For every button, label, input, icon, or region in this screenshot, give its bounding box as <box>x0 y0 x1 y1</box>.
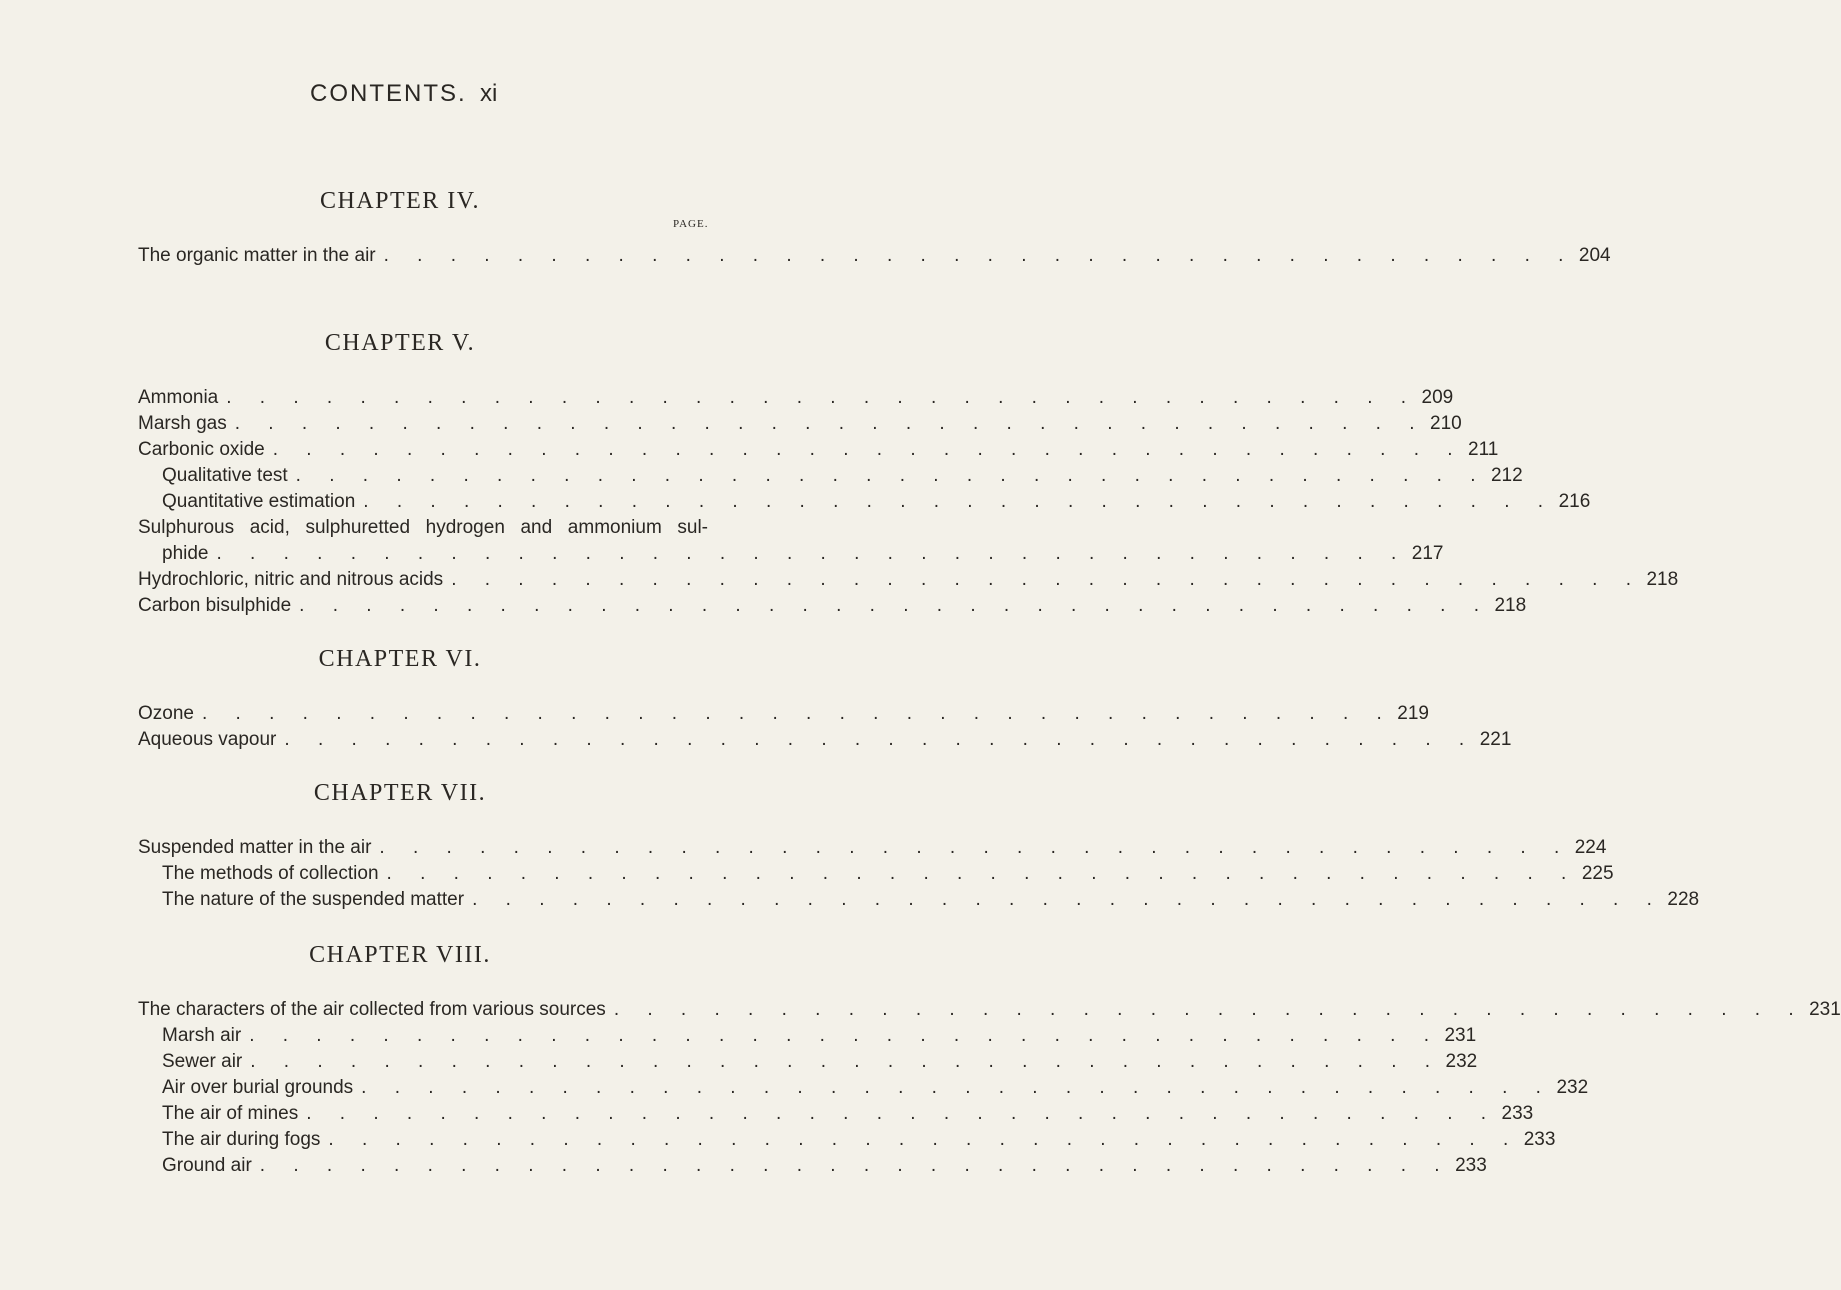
toc-entry-continued <box>162 542 1444 566</box>
entry-page-number: 233 <box>1523 1129 1556 1150</box>
dot-leader: . . . . . . . . . . . . . . . . . . . . . . . . . . . . . . . . . . . . <box>472 889 1664 910</box>
entry-title: Sewer air <box>162 1051 243 1072</box>
toc-subentry <box>162 862 1614 886</box>
dot-leader: . . . . . . . . . . . . . . . . . . . . . . . . . . . . . . . . . . . . <box>234 413 1426 434</box>
entry-page-number: 232 <box>1445 1051 1478 1072</box>
entry-page-number: 219 <box>1397 703 1429 724</box>
dot-leader: . . . . . . . . . . . . . . . . . . . . . . . . . . . . . . . . . . . . <box>259 1155 1452 1176</box>
entry-page-number: 218 <box>1494 595 1527 616</box>
entry-title-first-line: Sulphurous acid, sulphuretted hydrogen and ammonium sul- <box>138 517 708 538</box>
entry-title: The air during fogs <box>162 1129 321 1150</box>
entry-title: Ozone <box>138 703 194 724</box>
entry-page-number: 233 <box>1455 1155 1487 1176</box>
toc-subentry <box>162 1128 1556 1152</box>
dot-leader: . . . . . . . . . . . . . . . . . . . . . . . . . . . . . . . . . . . . <box>306 1103 1498 1124</box>
entry-title: Aqueous vapour <box>138 729 277 750</box>
dot-leader: . . . . . . . . . . . . . . . . . . . . . . . . . . . . . . . . . . . . <box>361 1077 1553 1098</box>
entry-page-number: 221 <box>1479 729 1512 750</box>
running-head <box>0 80 800 120</box>
entry-title: Marsh gas <box>138 413 227 434</box>
running-title: CONTENTS. <box>310 80 467 107</box>
entry-title: The characters of the air collected from various sources <box>138 999 606 1020</box>
dot-leader: . . . . . . . . . . . . . . . . . . . . . . . . . . . . . . . . . . . . <box>226 387 1418 408</box>
chapter-heading-vii: CHAPTER VII. <box>313 780 487 806</box>
entry-page-number: 231 <box>1444 1025 1477 1046</box>
entry-page-number: 231 <box>1809 999 1841 1020</box>
dot-leader: . . . . . . . . . . . . . . . . . . . . . . . . . . . . . . . . . . . . <box>295 465 1487 486</box>
entry-page-number: 232 <box>1556 1077 1589 1098</box>
chapter-heading-iv: CHAPTER IV. <box>319 188 481 214</box>
toc-subentry <box>162 1050 1478 1074</box>
entry-title: The methods of collection <box>162 863 379 884</box>
entry-title: The air of mines <box>162 1103 299 1124</box>
toc-subentry <box>162 1076 1589 1100</box>
entry-page-number: 218 <box>1646 569 1679 590</box>
entry-page-number: 216 <box>1558 491 1591 512</box>
dot-leader: . . . . . . . . . . . . . . . . . . . . . . . . . . . . . . . . . . . . <box>613 999 1806 1020</box>
toc-entry <box>138 728 1512 752</box>
entry-page-number: 211 <box>1468 439 1499 460</box>
entry-title: Air over burial grounds <box>162 1077 354 1098</box>
page-column-label: PAGE. <box>673 218 709 230</box>
entry-title: phide <box>162 543 209 564</box>
dot-leader: . . . . . . . . . . . . . . . . . . . . . . . . . . . . . . . . . . . . <box>386 863 1578 884</box>
dot-leader: . . . . . . . . . . . . . . . . . . . . . . . . . . . . . . . . . . . . <box>299 595 1491 616</box>
chapter-heading-v: CHAPTER V. <box>324 330 476 356</box>
entry-title: Marsh air <box>162 1025 242 1046</box>
toc-entry <box>138 594 1527 618</box>
toc-entry <box>138 568 1679 592</box>
toc-subentry <box>162 888 1700 912</box>
entry-page-number: 217 <box>1411 543 1444 564</box>
entry-title: Qualitative test <box>162 465 288 486</box>
entry-page-number: 228 <box>1667 889 1700 910</box>
entry-page-number: 204 <box>1578 245 1611 266</box>
entry-title: The organic matter in the air <box>138 245 376 266</box>
toc-entry <box>138 702 1429 726</box>
entry-title: Quantitative estimation <box>162 491 356 512</box>
dot-leader: . . . . . . . . . . . . . . . . . . . . . . . . . . . . . . . . . . . . <box>379 837 1571 858</box>
entry-page-number: 209 <box>1421 387 1454 408</box>
toc-entry <box>138 836 1607 860</box>
dot-leader: . . . . . . . . . . . . . . . . . . . . . . . . . . . . . . . . . . . . <box>383 245 1575 266</box>
entry-title: Hydrochloric, nitric and nitrous acids <box>138 569 444 590</box>
toc-entry <box>138 438 1499 462</box>
toc-entry <box>138 412 1462 436</box>
entry-title: Suspended matter in the air <box>138 837 372 858</box>
toc-subentry <box>162 1024 1477 1048</box>
toc-subentry <box>162 1102 1534 1126</box>
toc-subentry <box>162 464 1523 488</box>
entry-title: Ground air <box>162 1155 252 1176</box>
dot-leader: . . . . . . . . . . . . . . . . . . . . . . . . . . . . . . . . . . . . <box>249 1025 1441 1046</box>
toc-subentry <box>162 490 1591 514</box>
entry-title: Carbonic oxide <box>138 439 265 460</box>
entry-page-number: 225 <box>1581 863 1614 884</box>
dot-leader: . . . . . . . . . . . . . . . . . . . . . . . . . . . . . . . . . . . . <box>363 491 1555 512</box>
entry-title: Ammonia <box>138 387 219 408</box>
dot-leader: . . . . . . . . . . . . . . . . . . . . . . . . . . . . . . . . . . . . <box>328 1129 1520 1150</box>
dot-leader: . . . . . . . . . . . . . . . . . . . . . . . . . . . . . . . . . . . . <box>284 729 1476 750</box>
entry-page-number: 212 <box>1490 465 1523 486</box>
toc-entry <box>138 244 1611 268</box>
dot-leader: . . . . . . . . . . . . . . . . . . . . . . . . . . . . . . . . . . . . <box>250 1051 1442 1072</box>
entry-title: Carbon bisulphide <box>138 595 292 616</box>
entry-page-number: 224 <box>1574 837 1607 858</box>
dot-leader: . . . . . . . . . . . . . . . . . . . . . . . . . . . . . . . . . . . . <box>201 703 1394 724</box>
page-folio: xi <box>480 80 498 107</box>
toc-subentry <box>162 1154 1487 1178</box>
toc-entry <box>138 998 1841 1022</box>
chapter-heading-vi: CHAPTER VI. <box>318 646 482 672</box>
chapter-heading-viii: CHAPTER VIII. <box>309 942 491 968</box>
dot-leader: . . . . . . . . . . . . . . . . . . . . . . . . . . . . . . . . . . . . <box>451 569 1643 590</box>
entry-title: The nature of the suspended matter <box>162 889 465 910</box>
toc-entry <box>138 386 1454 410</box>
entry-page-number: 233 <box>1501 1103 1534 1124</box>
dot-leader: . . . . . . . . . . . . . . . . . . . . . . . . . . . . . . . . . . . . <box>272 439 1465 460</box>
entry-page-number: 210 <box>1430 413 1462 434</box>
dot-leader: . . . . . . . . . . . . . . . . . . . . . . . . . . . . . . . . . . . . <box>216 543 1408 564</box>
